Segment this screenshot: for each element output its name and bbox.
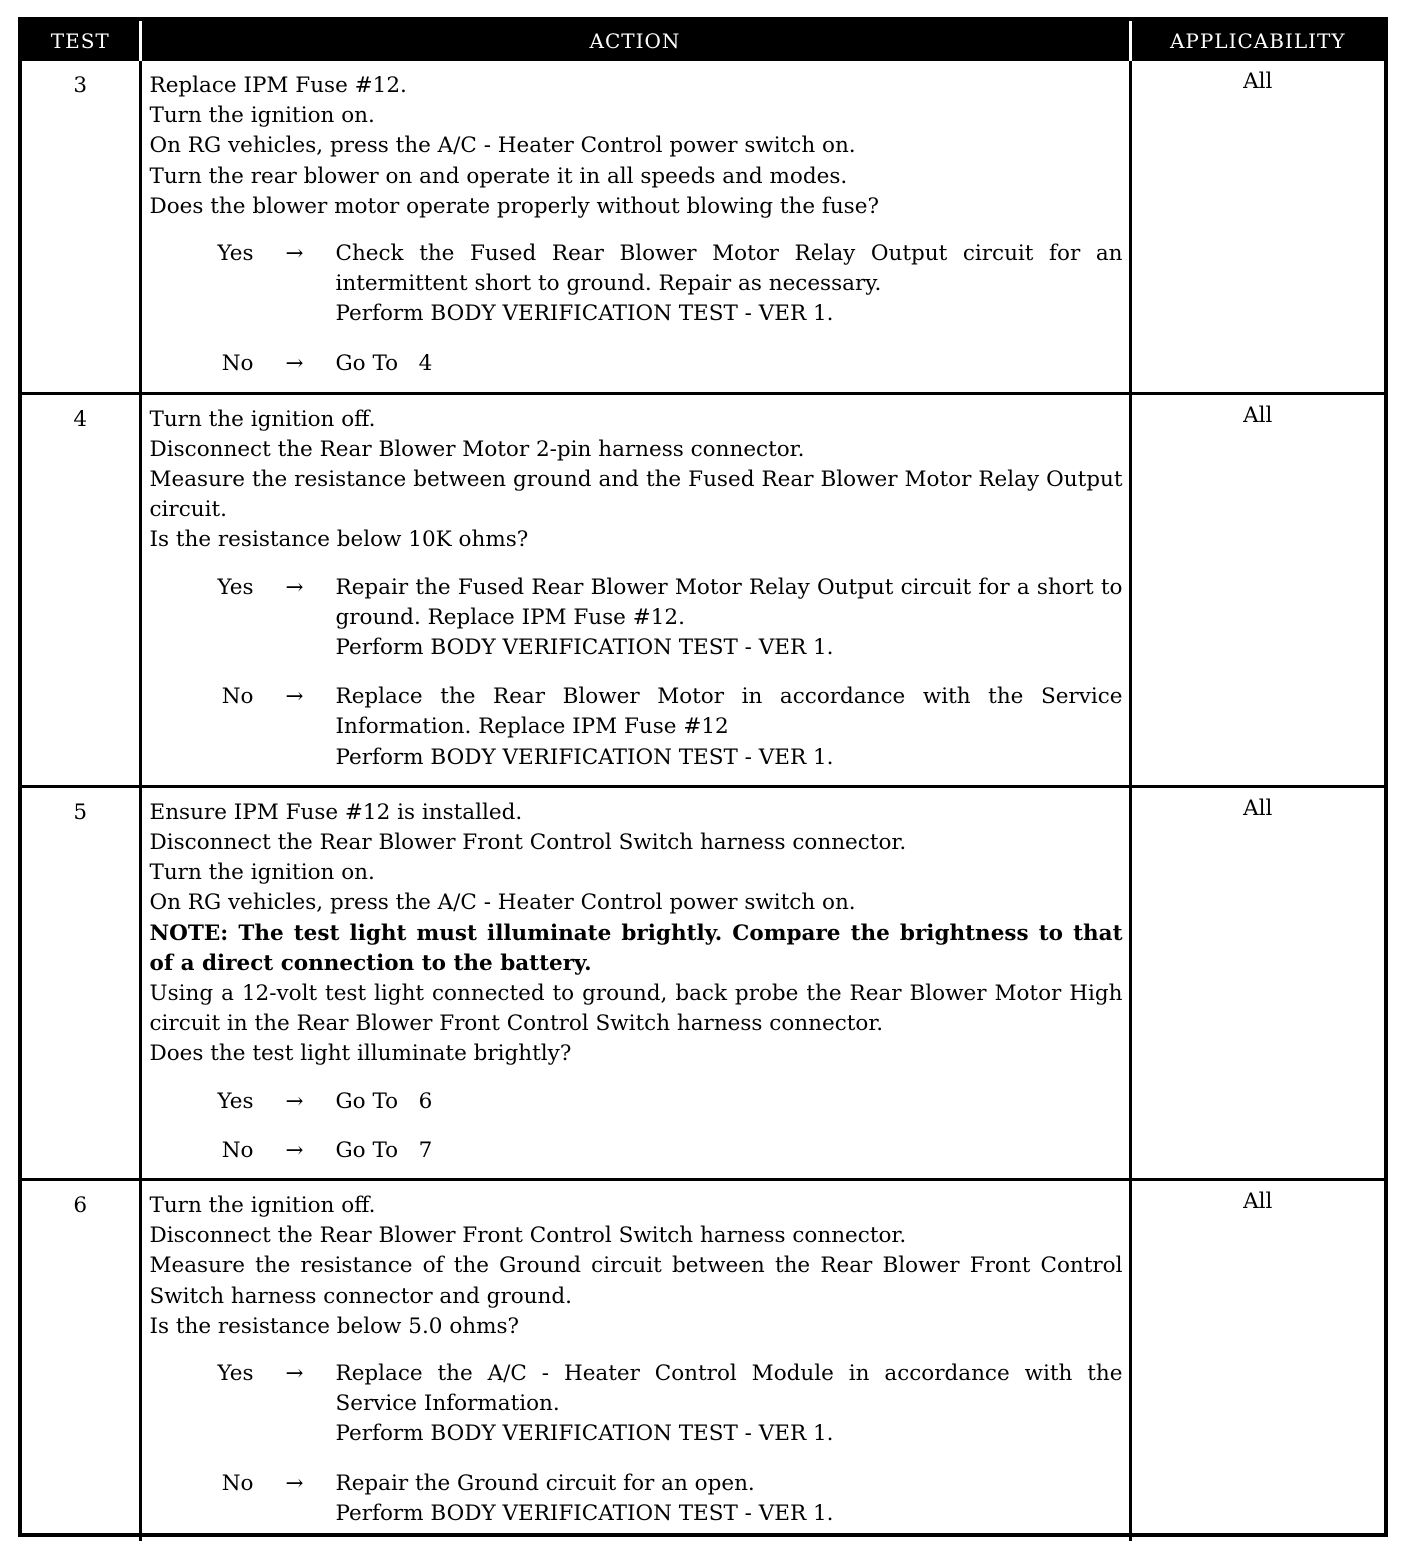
table-header bbox=[22, 21, 1384, 61]
step-text: Is the resistance below 5.0 ohms? bbox=[149, 1313, 520, 1339]
outcome-text: Repair the Ground circuit for an open. bbox=[335, 1470, 755, 1496]
step-text: Measure the resistance of the Ground circuit between the Rear Blower Front Control Switch harness connector and ground. bbox=[149, 1253, 1123, 1309]
action-cell bbox=[140, 786, 1130, 1179]
step-text: Turn the ignition on. bbox=[149, 103, 375, 129]
test-number: 3 bbox=[22, 61, 140, 393]
yes-label: Yes bbox=[217, 1360, 254, 1386]
step-text: Does the blower motor operate properly without blowing the fuse? bbox=[149, 193, 879, 219]
outcome-text: Go To 7 bbox=[335, 1137, 433, 1163]
test-number: 5 bbox=[22, 786, 140, 1179]
step-text: Disconnect the Rear Blower Motor 2-pin harness connector. bbox=[149, 436, 805, 462]
outcome-text: Perform BODY VERIFICATION TEST - VER 1. bbox=[335, 301, 834, 327]
no-label: No bbox=[221, 684, 254, 710]
step-text: On RG vehicles, press the A/C - Heater Control power switch on. bbox=[149, 890, 856, 916]
no-label: No bbox=[221, 1137, 254, 1163]
arrow-icon: → bbox=[285, 1088, 304, 1114]
outcome-text: Perform BODY VERIFICATION TEST - VER 1. bbox=[335, 1500, 834, 1526]
outcome-text: Replace the Rear Blower Motor in accordance with the Service Information. Replace IPM Fuse #12 bbox=[335, 684, 1123, 740]
no-outcome bbox=[150, 1136, 1123, 1166]
arrow-icon: → bbox=[285, 1137, 304, 1163]
arrow-icon: → bbox=[285, 1470, 304, 1496]
diagnostic-test-table bbox=[18, 17, 1388, 1537]
no-outcome bbox=[150, 349, 1123, 379]
yes-label: Yes bbox=[217, 574, 254, 600]
outcome-text: Go To 4 bbox=[335, 350, 433, 376]
step-text: Turn the ignition off. bbox=[149, 406, 376, 432]
applicability: All bbox=[1130, 393, 1384, 786]
test-number: 4 bbox=[22, 393, 140, 786]
arrow-icon: → bbox=[285, 684, 304, 710]
header-test: TEST bbox=[22, 21, 140, 61]
step-text: Turn the ignition on. bbox=[149, 860, 375, 886]
applicability: All bbox=[1130, 1179, 1384, 1541]
step-text: Turn the ignition off. bbox=[149, 1192, 376, 1218]
step-text: Measure the resistance between ground and the Fused Rear Blower Motor Relay Output circuit. bbox=[149, 466, 1123, 523]
step-text: On RG vehicles, press the A/C - Heater Control power switch on. bbox=[149, 133, 856, 159]
step-text: Replace IPM Fuse #12. bbox=[149, 73, 407, 98]
yes-label: Yes bbox=[217, 241, 254, 267]
arrow-icon: → bbox=[285, 574, 304, 600]
step-text: Does the test light illuminate brightly? bbox=[149, 1041, 572, 1067]
arrow-icon: → bbox=[285, 1360, 304, 1386]
step-text: Is the resistance below 10K ohms? bbox=[149, 527, 529, 553]
header-action: ACTION bbox=[140, 21, 1130, 61]
action-cell bbox=[140, 393, 1130, 786]
no-label: No bbox=[221, 350, 254, 376]
no-outcome bbox=[150, 1469, 1123, 1529]
arrow-icon: → bbox=[285, 241, 304, 267]
table-row bbox=[22, 61, 1384, 393]
no-outcome bbox=[150, 682, 1123, 773]
outcome-text: Go To 6 bbox=[335, 1088, 433, 1114]
step-text: Ensure IPM Fuse #12 is installed. bbox=[149, 799, 523, 825]
header-applicability: APPLICABILITY bbox=[1130, 21, 1384, 61]
test-number: 6 bbox=[22, 1179, 140, 1541]
outcome-text: Repair the Fused Rear Blower Motor Relay Output circuit for a short to ground. Replace IPM Fuse #12. bbox=[335, 574, 1123, 630]
no-label: No bbox=[221, 1470, 254, 1496]
outcome-text: Perform BODY VERIFICATION TEST - VER 1. bbox=[335, 634, 834, 660]
yes-outcome bbox=[150, 573, 1123, 664]
table-row bbox=[22, 786, 1384, 1179]
step-text: Disconnect the Rear Blower Front Control Switch harness connector. bbox=[149, 1223, 907, 1249]
yes-outcome bbox=[150, 239, 1123, 330]
outcome-text: Check the Fused Rear Blower Motor Relay Output circuit for an intermittent short to ground. Repair as necessary. bbox=[335, 241, 1123, 297]
step-text: Using a 12-volt test light connected to ground, back probe the Rear Blower Motor High circuit in the Rear Blower Front Control Switch harness connector. bbox=[149, 980, 1123, 1037]
yes-label: Yes bbox=[217, 1088, 254, 1114]
note-text: NOTE: The test light must illuminate brightly. Compare the brightness to that of a direct connection to the battery. bbox=[149, 920, 1123, 976]
outcome-text: Perform BODY VERIFICATION TEST - VER 1. bbox=[335, 1421, 834, 1447]
outcome-text: Replace the A/C - Heater Control Module in accordance with the Service Information. bbox=[335, 1360, 1123, 1417]
action-cell bbox=[140, 61, 1130, 393]
step-text: Disconnect the Rear Blower Front Control Switch harness connector. bbox=[149, 829, 907, 855]
yes-outcome bbox=[150, 1359, 1123, 1450]
applicability: All bbox=[1243, 69, 1273, 94]
applicability: All bbox=[1130, 786, 1384, 1179]
outcome-text: Perform BODY VERIFICATION TEST - VER 1. bbox=[335, 744, 834, 770]
table-row bbox=[22, 1179, 1384, 1541]
yes-outcome bbox=[150, 1087, 1123, 1117]
step-text: Turn the rear blower on and operate it in all speeds and modes. bbox=[149, 163, 848, 189]
arrow-icon: → bbox=[285, 350, 304, 376]
table-row bbox=[22, 393, 1384, 786]
action-cell bbox=[140, 1179, 1130, 1541]
test-table bbox=[22, 21, 1384, 1541]
